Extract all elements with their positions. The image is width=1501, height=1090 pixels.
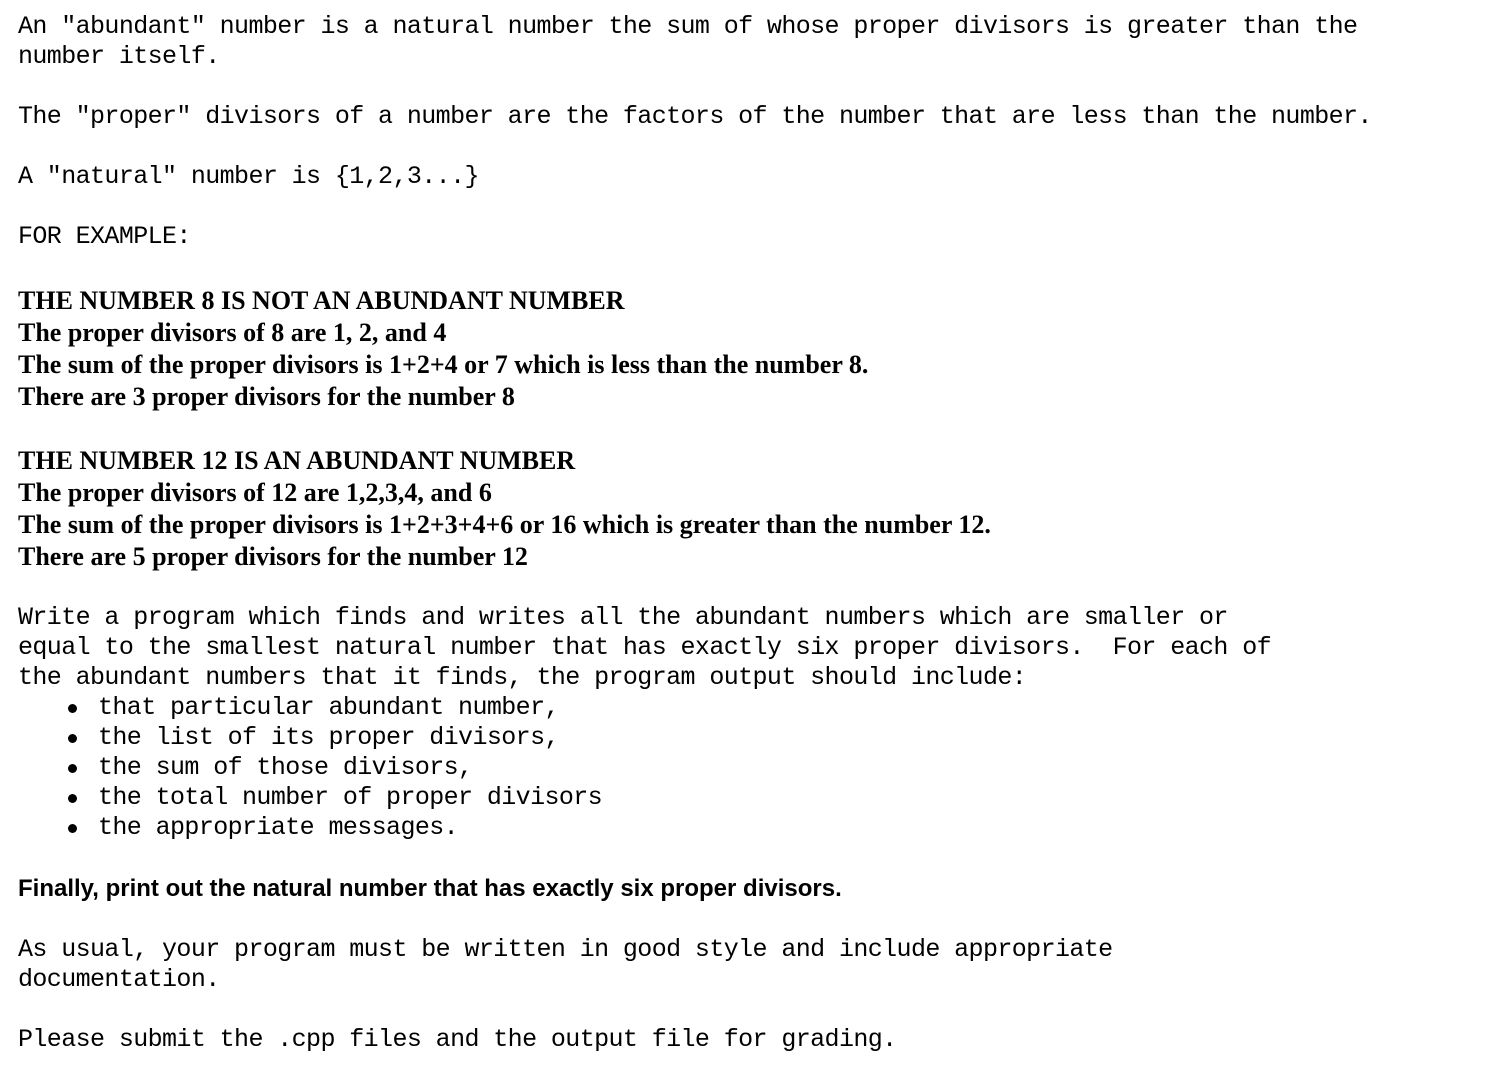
list-item-text: the sum of those divisors, [98,753,473,782]
list-item [18,723,1501,753]
final-instruction: Finally, print out the natural number that has exactly six proper divisors. [18,875,842,902]
example-8-sum: The sum of the proper divisors is 1+2+4 or 7 which is less than the number 8. [18,350,869,379]
abundant-definition: An "abundant" number is a natural number the sum of whose proper divisors is greater than the number itself. [18,12,1358,71]
task-line-2: equal to the smallest natural number that has exactly six proper divisors. For each of [18,633,1272,662]
list-item-text: the total number of proper divisors [98,783,603,812]
list-item-text: the list of its proper divisors, [98,723,559,752]
bullet-icon [68,824,77,833]
style-note-line-1: As usual, your program must be written in good style and include appropriate [18,935,1113,964]
example-12-block [18,445,1501,573]
example-8-count: There are 3 proper divisors for the number 8 [18,382,515,411]
list-item [18,753,1501,783]
natural-number-definition: A "natural" number is {1,2,3...} [18,162,479,191]
example-12-sum: The sum of the proper divisors is 1+2+3+4+6 or 16 which is greater than the number 12. [18,510,991,539]
task-line-1: Write a program which finds and writes all the abundant numbers which are smaller or [18,603,1228,632]
assignment-document [18,12,1501,1055]
for-example-label: FOR EXAMPLE: [18,222,191,251]
example-12-divisors: The proper divisors of 12 are 1,2,3,4, and 6 [18,478,492,507]
submission-instruction: Please submit the .cpp files and the output file for grading. [18,1025,897,1054]
example-8-divisors: The proper divisors of 8 are 1, 2, and 4 [18,318,447,347]
task-description [18,603,1501,843]
list-item [18,783,1501,813]
proper-divisor-definition: The "proper" divisors of a number are the factors of the number that are less than the number. [18,102,1372,131]
example-12-count: There are 5 proper divisors for the number 12 [18,542,528,571]
bullet-icon [68,794,77,803]
list-item-text: the appropriate messages. [98,813,459,842]
example-8-block [18,285,1501,413]
example-8-heading: THE NUMBER 8 IS NOT AN ABUNDANT NUMBER [18,286,625,315]
list-item [18,693,1501,723]
list-item-text: that particular abundant number, [98,693,559,722]
style-note-line-2: documentation. [18,965,220,994]
bullet-icon [68,764,77,773]
bullet-icon [68,734,77,743]
output-requirements-list [18,693,1501,843]
example-12-heading: THE NUMBER 12 IS AN ABUNDANT NUMBER [18,446,576,475]
list-item [18,813,1501,843]
task-line-3: the abundant numbers that it finds, the program output should include: [18,663,1027,692]
bullet-icon [68,704,77,713]
